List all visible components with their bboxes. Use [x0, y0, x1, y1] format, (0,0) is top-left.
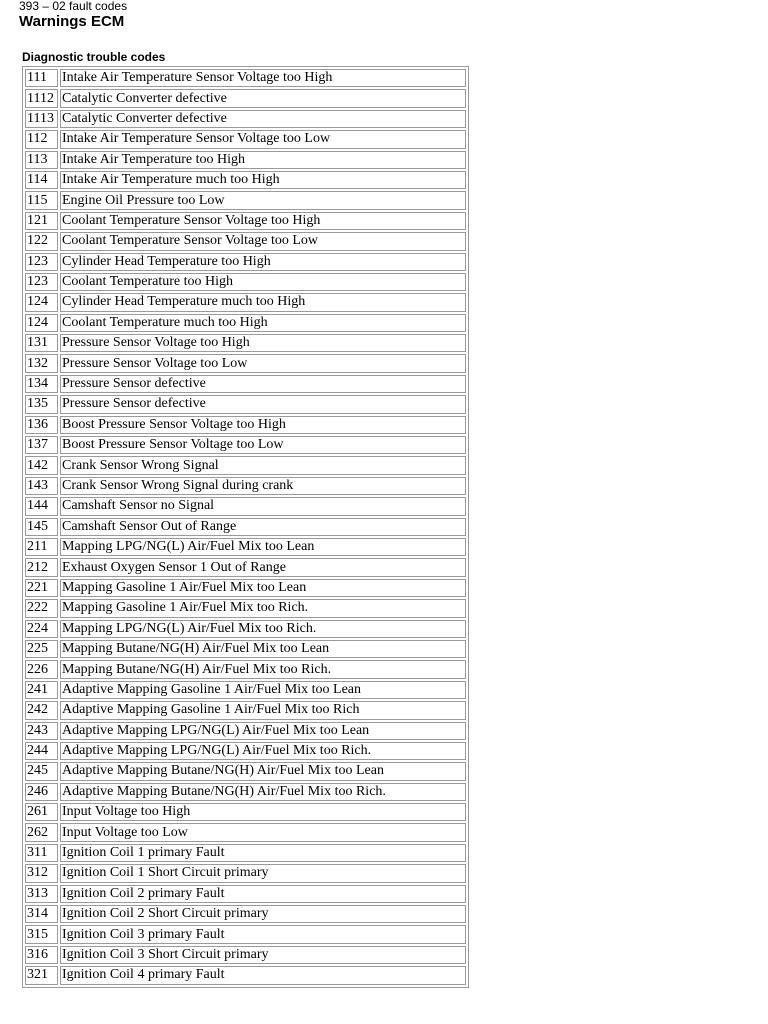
fault-code-cell: 132	[25, 354, 58, 372]
fault-description-cell: Boost Pressure Sensor Voltage too High	[60, 416, 466, 434]
fault-description-cell: Intake Air Temperature Sensor Voltage too Low	[60, 130, 466, 148]
breadcrumb: 393 – 02 fault codes	[19, 0, 128, 13]
table-row	[25, 416, 466, 434]
fault-description-cell: Adaptive Mapping LPG/NG(L) Air/Fuel Mix too Lean	[60, 722, 466, 740]
fault-description-cell: Intake Air Temperature much too High	[60, 171, 466, 189]
table-row	[25, 456, 466, 474]
fault-code-cell: 123	[25, 273, 58, 291]
table-row	[25, 273, 466, 291]
fault-code-cell: 211	[25, 538, 58, 556]
table-row	[25, 436, 466, 454]
fault-code-cell: 312	[25, 864, 58, 882]
fault-code-cell: 124	[25, 314, 58, 332]
fault-code-cell: 313	[25, 885, 58, 903]
table-row	[25, 742, 466, 760]
page-title: Warnings ECM	[19, 13, 125, 30]
fault-description-cell: Pressure Sensor defective	[60, 395, 466, 413]
fault-description-cell: Coolant Temperature much too High	[60, 314, 466, 332]
table-row	[25, 823, 466, 841]
fault-description-cell: Adaptive Mapping Butane/NG(H) Air/Fuel Mix too Rich.	[60, 783, 466, 801]
fault-description-cell: Pressure Sensor defective	[60, 375, 466, 393]
fault-code-cell: 131	[25, 334, 58, 352]
fault-code-cell: 111	[25, 69, 58, 87]
fault-description-cell: Intake Air Temperature too High	[60, 151, 466, 169]
fault-code-cell: 225	[25, 640, 58, 658]
table-row	[25, 89, 466, 107]
fault-description-cell: Mapping Gasoline 1 Air/Fuel Mix too Rich.	[60, 599, 466, 617]
table-row	[25, 538, 466, 556]
table-row	[25, 518, 466, 536]
fault-description-cell: Pressure Sensor Voltage too Low	[60, 354, 466, 372]
fault-code-cell: 122	[25, 232, 58, 250]
fault-code-cell: 314	[25, 905, 58, 923]
fault-description-cell: Mapping Butane/NG(H) Air/Fuel Mix too Rich.	[60, 660, 466, 678]
table-row	[25, 783, 466, 801]
fault-description-cell: Input Voltage too High	[60, 803, 466, 821]
table-row	[25, 293, 466, 311]
fault-code-cell: 316	[25, 946, 58, 964]
table-row	[25, 681, 466, 699]
fault-description-cell: Adaptive Mapping Butane/NG(H) Air/Fuel Mix too Lean	[60, 762, 466, 780]
fault-description-cell: Boost Pressure Sensor Voltage too Low	[60, 436, 466, 454]
fault-code-cell: 262	[25, 823, 58, 841]
fault-code-cell: 134	[25, 375, 58, 393]
table-row	[25, 844, 466, 862]
table-row	[25, 885, 466, 903]
table-row	[25, 579, 466, 597]
table-row	[25, 191, 466, 209]
table-row	[25, 966, 466, 984]
fault-description-cell: Camshaft Sensor no Signal	[60, 497, 466, 515]
fault-code-cell: 241	[25, 681, 58, 699]
table-row	[25, 395, 466, 413]
fault-code-cell: 113	[25, 151, 58, 169]
fault-description-cell: Crank Sensor Wrong Signal	[60, 456, 466, 474]
table-row	[25, 130, 466, 148]
fault-description-cell: Ignition Coil 4 primary Fault	[60, 966, 466, 984]
fault-code-cell: 261	[25, 803, 58, 821]
table-row	[25, 110, 466, 128]
table-row	[25, 354, 466, 372]
fault-description-cell: Coolant Temperature too High	[60, 273, 466, 291]
table-row	[25, 212, 466, 230]
fault-code-cell: 144	[25, 497, 58, 515]
fault-description-cell: Cylinder Head Temperature much too High	[60, 293, 466, 311]
fault-description-cell: Cylinder Head Temperature too High	[60, 253, 466, 271]
fault-code-cell: 115	[25, 191, 58, 209]
fault-description-cell: Ignition Coil 1 primary Fault	[60, 844, 466, 862]
fault-description-cell: Intake Air Temperature Sensor Voltage too High	[60, 69, 466, 87]
table-row	[25, 620, 466, 638]
fault-description-cell: Crank Sensor Wrong Signal during crank	[60, 477, 466, 495]
table-row	[25, 314, 466, 332]
fault-description-cell: Coolant Temperature Sensor Voltage too High	[60, 212, 466, 230]
fault-code-cell: 1112	[25, 89, 58, 107]
fault-code-cell: 212	[25, 558, 58, 576]
table-row	[25, 232, 466, 250]
fault-code-cell: 311	[25, 844, 58, 862]
table-row	[25, 701, 466, 719]
fault-description-cell: Ignition Coil 2 primary Fault	[60, 885, 466, 903]
fault-description-cell: Catalytic Converter defective	[60, 110, 466, 128]
table-row	[25, 722, 466, 740]
fault-code-cell: 114	[25, 171, 58, 189]
table-row	[25, 69, 466, 87]
fault-description-cell: Mapping LPG/NG(L) Air/Fuel Mix too Lean	[60, 538, 466, 556]
fault-code-table	[22, 66, 469, 988]
fault-description-cell: Ignition Coil 2 Short Circuit primary	[60, 905, 466, 923]
table-row	[25, 151, 466, 169]
fault-code-cell: 121	[25, 212, 58, 230]
fault-code-cell: 123	[25, 253, 58, 271]
fault-description-cell: Exhaust Oxygen Sensor 1 Out of Range	[60, 558, 466, 576]
fault-description-cell: Ignition Coil 1 Short Circuit primary	[60, 864, 466, 882]
fault-description-cell: Coolant Temperature Sensor Voltage too Low	[60, 232, 466, 250]
fault-description-cell: Adaptive Mapping LPG/NG(L) Air/Fuel Mix too Rich.	[60, 742, 466, 760]
table-row	[25, 762, 466, 780]
table-row	[25, 375, 466, 393]
fault-code-table-body	[25, 69, 466, 985]
fault-code-cell: 315	[25, 925, 58, 943]
fault-code-cell: 321	[25, 966, 58, 984]
fault-description-cell: Camshaft Sensor Out of Range	[60, 518, 466, 536]
fault-description-cell: Adaptive Mapping Gasoline 1 Air/Fuel Mix too Lean	[60, 681, 466, 699]
fault-description-cell: Mapping Gasoline 1 Air/Fuel Mix too Lean	[60, 579, 466, 597]
fault-description-cell: Adaptive Mapping Gasoline 1 Air/Fuel Mix too Rich	[60, 701, 466, 719]
table-row	[25, 171, 466, 189]
fault-description-cell: Ignition Coil 3 Short Circuit primary	[60, 946, 466, 964]
table-row	[25, 253, 466, 271]
table-row	[25, 558, 466, 576]
table-row	[25, 599, 466, 617]
fault-code-cell: 242	[25, 701, 58, 719]
table-row	[25, 905, 466, 923]
fault-description-cell: Input Voltage too Low	[60, 823, 466, 841]
table-row	[25, 864, 466, 882]
fault-code-cell: 142	[25, 456, 58, 474]
fault-code-cell: 222	[25, 599, 58, 617]
fault-description-cell: Catalytic Converter defective	[60, 89, 466, 107]
fault-code-cell: 135	[25, 395, 58, 413]
fault-code-cell: 137	[25, 436, 58, 454]
table-row	[25, 497, 466, 515]
table-row	[25, 640, 466, 658]
fault-code-cell: 124	[25, 293, 58, 311]
fault-description-cell: Ignition Coil 3 primary Fault	[60, 925, 466, 943]
fault-code-cell: 145	[25, 518, 58, 536]
table-row	[25, 660, 466, 678]
table-row	[25, 925, 466, 943]
fault-code-cell: 224	[25, 620, 58, 638]
table-row	[25, 803, 466, 821]
fault-code-cell: 221	[25, 579, 58, 597]
table-row	[25, 334, 466, 352]
table-row	[25, 946, 466, 964]
fault-code-cell: 246	[25, 783, 58, 801]
fault-code-cell: 243	[25, 722, 58, 740]
fault-description-cell: Engine Oil Pressure too Low	[60, 191, 466, 209]
section-title: Diagnostic trouble codes	[22, 50, 166, 64]
fault-code-cell: 112	[25, 130, 58, 148]
fault-code-cell: 245	[25, 762, 58, 780]
fault-description-cell: Mapping LPG/NG(L) Air/Fuel Mix too Rich.	[60, 620, 466, 638]
fault-code-cell: 226	[25, 660, 58, 678]
fault-code-cell: 244	[25, 742, 58, 760]
table-row	[25, 477, 466, 495]
fault-description-cell: Pressure Sensor Voltage too High	[60, 334, 466, 352]
fault-code-cell: 143	[25, 477, 58, 495]
fault-code-cell: 136	[25, 416, 58, 434]
fault-code-cell: 1113	[25, 110, 58, 128]
fault-description-cell: Mapping Butane/NG(H) Air/Fuel Mix too Lean	[60, 640, 466, 658]
